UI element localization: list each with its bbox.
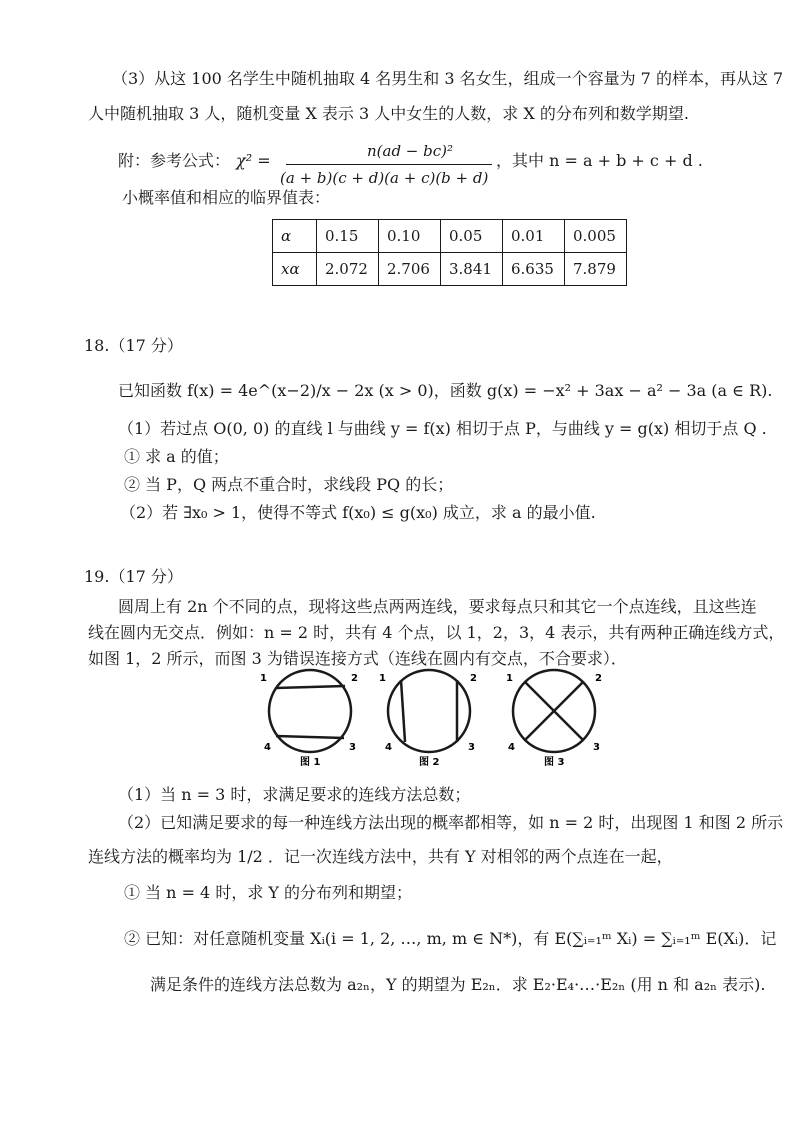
table-title: 小概率值和相应的临界值表：	[122, 188, 331, 207]
table-cell: 6.635	[503, 253, 565, 286]
q18-heading: 18.（17 分）	[84, 336, 183, 355]
formula-numerator: n(ad − bc)²	[366, 142, 454, 160]
q19-part2a: ① 当 n = 4 时，求 Y 的分布列和期望；	[124, 883, 413, 902]
q19-part2b-line1: ② 已知：对任意随机变量 Xᵢ(i = 1, 2, …, m, m ∈ N*)，有 E(∑ᵢ₌₁ᵐ Xᵢ) = ∑ᵢ₌₁ᵐ E(Xᵢ)．记	[124, 929, 777, 948]
q18-given: 已知函数 f(x) = 4e^(x−2)/x − 2x (x > 0)，函数 g(x) = −x² + 3ax − a² − 3a (a ∈ R).	[118, 381, 773, 400]
critical-value-table	[272, 219, 627, 286]
table-row	[273, 253, 627, 286]
point-label: 4	[508, 742, 515, 753]
table-cell: α	[273, 220, 317, 253]
q19-part2-line2: 连线方法的概率均为 1/2 ．记一次连线方法中，共有 Y 对相邻的两个点连在一起，	[88, 847, 673, 866]
q19-part1: （1）当 n = 3 时，求满足要求的连线方法总数；	[118, 785, 471, 804]
table-cell: xα	[273, 253, 317, 286]
q19-intro2: 线在圆内无交点．例如：n = 2 时，共有 4 个点，以 1，2，3，4 表示，共有两种正确连线方式，	[88, 623, 785, 642]
figure-caption: 图 3	[544, 757, 565, 768]
q17-part3-line2: 人中随机抽取 3 人，随机变量 X 表示 3 人中女生的人数，求 X 的分布列和数学期望.	[88, 104, 689, 123]
formula-suffix: ，其中 n = a + b + c + d .	[496, 151, 703, 170]
point-label: 1	[260, 673, 267, 684]
q19-intro1: 圆周上有 2n 个不同的点，现将这些点两两连线，要求每点只和其它一个点连线，且这些连	[118, 597, 757, 616]
q18-part1: （1）若过点 O(0, 0) 的直线 l 与曲线 y = f(x) 相切于点 P，与曲线 y = g(x) 相切于点 Q .	[118, 419, 767, 438]
q18-part1a: ① 求 a 的值；	[124, 447, 229, 466]
point-label: 3	[593, 742, 600, 753]
point-label: 2	[470, 673, 477, 684]
table-cell: 0.10	[379, 220, 441, 253]
q19-heading: 19.（17 分）	[84, 567, 183, 586]
point-label: 1	[379, 673, 386, 684]
point-label: 3	[468, 742, 475, 753]
table-cell: 0.005	[565, 220, 627, 253]
table-row	[273, 220, 627, 253]
figure-1	[256, 666, 366, 768]
point-label: 1	[506, 673, 513, 684]
table-cell: 2.706	[379, 253, 441, 286]
q19-intro3: 如图 1，2 所示，而图 3 为错误连接方式（连线在圆内有交点，不合要求）．	[88, 649, 627, 668]
formula-prefix: 附：参考公式：	[118, 151, 231, 170]
table-cell: 0.01	[503, 220, 565, 253]
table-cell: 7.879	[565, 253, 627, 286]
q19-part2-line1: （2）已知满足要求的每一种连线方法出现的概率都相等，如 n = 2 时，出现图 1 和图 2 所示	[118, 813, 784, 832]
point-label: 2	[351, 673, 358, 684]
figure-3	[500, 666, 610, 768]
q18-part2: （2）若 ∃x₀ > 1，使得不等式 f(x₀) ≤ g(x₀) 成立，求 a 的最小值.	[120, 503, 596, 522]
formula-lhs: χ² =	[236, 151, 271, 170]
point-label: 2	[595, 673, 602, 684]
q18-part1b: ② 当 P，Q 两点不重合时，求线段 PQ 的长；	[124, 475, 454, 494]
point-label: 3	[349, 742, 356, 753]
q19-part2b-line2: 满足条件的连线方法总数为 a₂ₙ，Y 的期望为 E₂ₙ．求 E₂·E₄·…·E₂ₙ (用 n 和 a₂ₙ 表示).	[150, 975, 766, 994]
q17-part3-line1: （3）从这 100 名学生中随机抽取 4 名男生和 3 名女生，组成一个容量为 7 的样本，再从这 7	[112, 69, 784, 88]
figure-2	[375, 666, 485, 768]
formula-denominator: (a + b)(c + d)(a + c)(b + d)	[280, 169, 489, 187]
fraction-bar	[286, 164, 492, 165]
table-cell: 2.072	[317, 253, 379, 286]
figure-caption: 图 2	[419, 757, 440, 768]
figure-caption: 图 1	[300, 757, 321, 768]
point-label: 4	[385, 742, 392, 753]
table-cell: 0.05	[441, 220, 503, 253]
table-cell: 0.15	[317, 220, 379, 253]
point-label: 4	[264, 742, 271, 753]
table-cell: 3.841	[441, 253, 503, 286]
